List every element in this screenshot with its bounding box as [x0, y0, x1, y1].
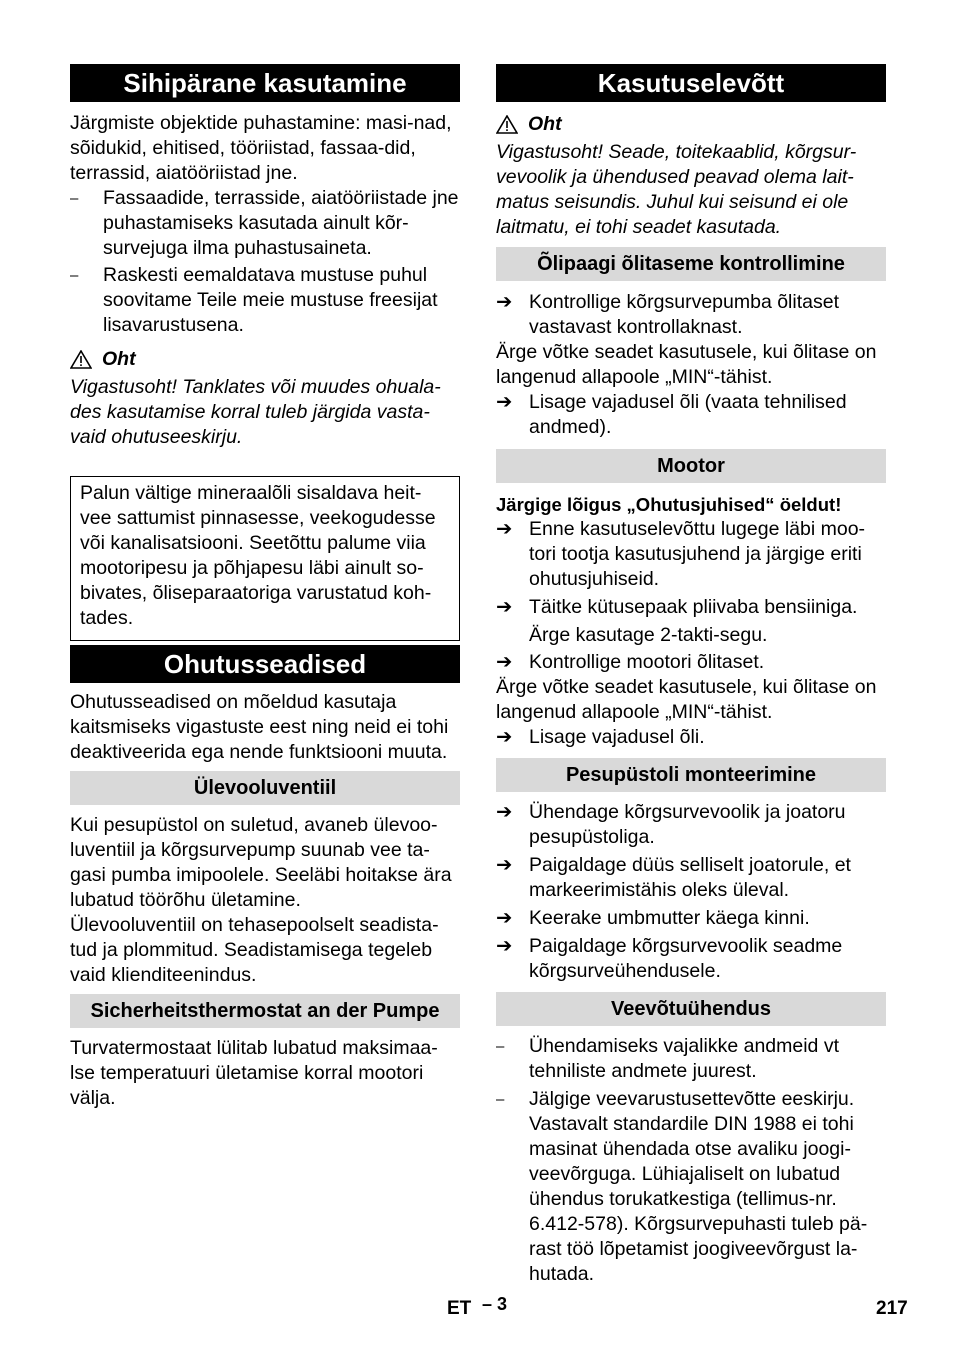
arrow-icon: ➔ [496, 726, 513, 748]
heading-ohutusseadised: Ohutusseadised [70, 645, 460, 683]
arrow-icon: ➔ [496, 518, 513, 540]
instruction-item [496, 390, 886, 440]
instruction-text: Ühendage kõrgsurvevoolik ja joatoru pesupüstoliga. [529, 801, 846, 848]
left-column [70, 64, 460, 1111]
instruction-item [496, 290, 886, 340]
arrow-icon: ➔ [496, 391, 513, 413]
heading-sihiparane-kasutamine: Sihipärane kasutamine [70, 64, 460, 102]
ulevool-paragraph-1: Kui pesupüstol on suletud, avaneb ülevoo-luventiil ja kõrgsurvepump suunab vee ta-gasi pumba imipoolele. Seeläbi hoitakse ära lubatud töörõhu ületamine. [70, 814, 452, 911]
heading-sicherheitsthermostat: Sicherheitsthermostat an der Pumpe [70, 994, 460, 1028]
heading-kasutuselevott: Kasutuselevõtt [496, 64, 886, 102]
list-item-text: Raskesti eemaldatava mustuse puhul soovitame Teile meie mustuse freesijat lisavarustusena. [103, 264, 438, 336]
instruction-item [496, 517, 886, 592]
arrow-icon: ➔ [496, 907, 513, 929]
arrow-icon: ➔ [496, 801, 513, 823]
page-number: 217 [876, 1298, 908, 1319]
instruction-text: Paigaldage kõrgsurvevoolik seadme kõrgsurveühendusele. [529, 935, 843, 982]
ohutus-text: Ohutusseadised on mõeldud kasutaja kaitsmiseks vigastuste eest ning neid ei tohi deaktiveerida ega nende funktsiooni muuta. [70, 691, 449, 763]
instruction-item [496, 595, 886, 620]
danger-text: Vigastusoht! Seade, toitekaablid, kõrgsur-vevoolik ja ühendused peavad olema lait-matus seisundis. Juhul kui seisund ei ole laitmatu, ei tohi seadet kasutada. [496, 141, 857, 238]
heading-olipaak: Õlipaagi õlitaseme kontrollimine [496, 247, 886, 281]
dash-marker: – [70, 267, 79, 284]
instruction-text: Kontrollige kõrgsurvepumba õlitaset vastavast kontrollaknast. [529, 291, 840, 338]
heading-pesupustol: Pesupüstoli monteerimine [496, 758, 886, 792]
instruction-text: Täitke kütusepaak pliivaba bensiiniga. [529, 596, 858, 618]
instruction-item [496, 906, 886, 931]
instruction-item [496, 934, 886, 984]
list-item-text: Ühendamiseks vajalikke andmeid vt tehniliste andmete juurest. [529, 1035, 839, 1082]
instruction-text: Enne kasutuselevõttu lugege läbi moo-tori tootja kasutusjuhend ja järgige eriti ohutusjuhiseid. [529, 518, 866, 590]
warning-triangle-icon [496, 115, 518, 134]
arrow-icon: ➔ [496, 854, 513, 876]
instruction-text: Keerake umbmutter käega kinni. [529, 907, 810, 929]
arrow-icon: ➔ [496, 596, 513, 618]
footer-section-number: – 3 [482, 1294, 508, 1314]
list-item [70, 186, 460, 261]
list-item [496, 1034, 886, 1084]
instruction-text: Lisage vajadusel õli (vaata tehnilised andmed). [529, 391, 847, 438]
environment-notice-text: Palun vältige mineraalõli sisaldava heit-vee sattumist pinnasesse, veekogudesse või kanalisatsiooni. Seetõttu palume viia mootoripesu ja põhjapesu läbi ainult so-bivates, õliseparaatoriga varustatud koh-tades. [80, 482, 436, 629]
right-column [496, 64, 886, 1287]
warning-triangle-icon [70, 350, 92, 369]
arrow-icon: ➔ [496, 935, 513, 957]
footer-language: ET [447, 1298, 472, 1319]
environment-notice-box [70, 476, 460, 641]
heading-mootor: Mootor [496, 449, 886, 483]
instruction-text: Kontrollige mootori õlitaset. [529, 651, 765, 673]
mootor-note: Ärge võtke seadet kasutusele, kui õlitase on langenud allapoole „MIN“-tähist. [496, 676, 877, 723]
danger-label-text: Oht [102, 348, 136, 370]
danger-label-text: Oht [528, 113, 562, 135]
olipaak-note: Ärge võtke seadet kasutusele, kui õlitase on langenud allapoole „MIN“-tähist. [496, 341, 877, 388]
list-item [70, 263, 460, 338]
arrow-icon: ➔ [496, 651, 513, 673]
dash-marker: – [496, 1091, 505, 1108]
instruction-item [496, 853, 886, 903]
ulevool-paragraph-2: Ülevooluventiil on tehasepoolselt seadista-tud ja plommitud. Seadistamisega tegeleb vaid klienditeenindus. [70, 914, 439, 986]
instruction-item [496, 725, 886, 750]
instruction-subtext: Ärge kasutage 2-takti-segu. [529, 624, 768, 646]
danger-label [496, 112, 886, 137]
instruction-text: Paigaldage düüs selliselt joatorule, et markeerimistähis oleks üleval. [529, 854, 851, 901]
instruction-item [496, 800, 886, 850]
list-item-text: Jälgige veevarustusettevõtte eeskirju. Vastavalt standardile DIN 1988 ei tohi masinat ühendada otse avaliku joogi-veevõrguga. Lühiajaliselt on lubatud ühendus torukatkestiga (tellimus-nr. 6.412-578). Kõrgsurvepuhasti tuleb pä-rast töö lõpetamist joogiveevõrgust la-hutada. [529, 1088, 868, 1285]
dash-marker: – [496, 1038, 505, 1055]
list-item [496, 1087, 886, 1287]
arrow-icon: ➔ [496, 291, 513, 313]
list-item-text: Fassaadide, terrasside, aiatööriistade jne puhastamiseks kasutada ainult kõr-survejuga ilma puhastusaineta. [103, 187, 459, 259]
heading-veevotuuhendus: Veevõtuühendus [496, 992, 886, 1026]
heading-ulevooluventiil: Ülevooluventiil [70, 771, 460, 805]
danger-text: Vigastusoht! Tanklates või muudes ohuala-des kasutamise korral tuleb järgida vasta-vaid ohutuseeskirju. [70, 376, 441, 448]
thermo-text: Turvatermostaat lülitab lubatud maksimaa-lse temperatuuri ületamise korral mootori välja. [70, 1037, 438, 1109]
intro-text: Järgmiste objektide puhastamine: masi-nad, sõidukid, ehitised, tööriistad, fassaa-did, terrassid, aiatööriistad jne. [70, 112, 452, 184]
dash-marker: – [70, 190, 79, 207]
danger-label [70, 347, 460, 372]
instruction-item [496, 650, 886, 675]
mootor-safety-note: Järgige lõigus „Ohutusjuhised“ öeldut! [496, 494, 842, 515]
instruction-text: Lisage vajadusel õli. [529, 726, 705, 748]
